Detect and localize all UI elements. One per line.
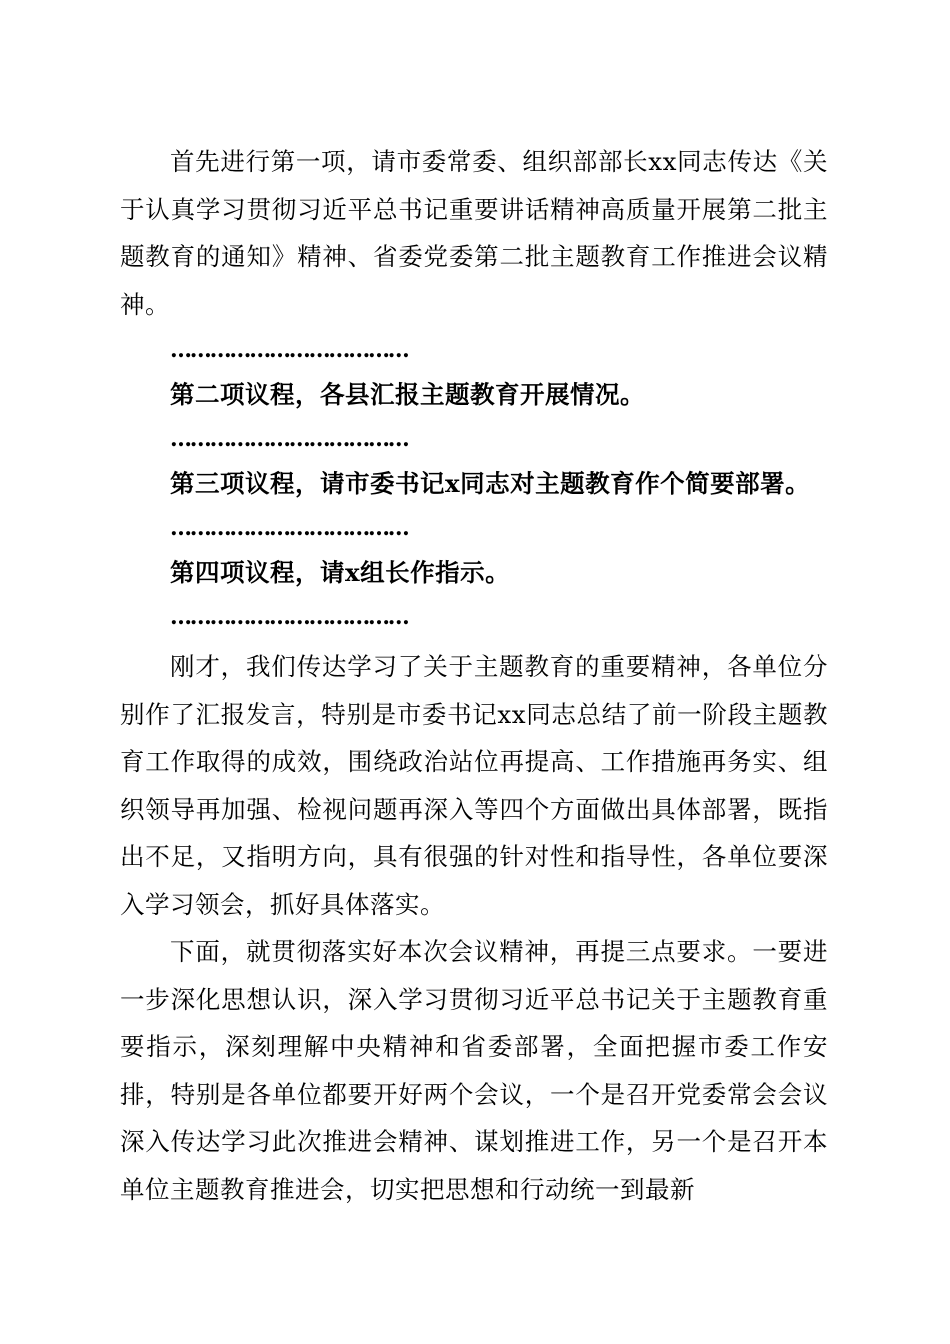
agenda-item-3: 第三项议程，请市委书记x同志对主题教育作个简要部署。 bbox=[170, 469, 811, 498]
ellipsis-separator: ……………………………… bbox=[170, 604, 408, 630]
requirements-paragraph: 下面，就贯彻落实好本次会议精神，再提三点要求。一要进一步深化思想认识，深入学习贯彻习近平总书记关于主题教育重要指示，深刻理解中央精神和省委部署，全面把握市委工作安排，特别是各单位都要开好两个会议，一个是召开党委常会会议深入传达学习此次推进会精神、谋划推进工作，另一个是召开本单位主题教育推进会，切实把思想和行动统一到最新 bbox=[120, 937, 828, 1204]
ellipsis-separator: ……………………………… bbox=[170, 515, 408, 541]
agenda-item-4: 第四项议程，请x组长作指示。 bbox=[170, 558, 511, 587]
summary-paragraph: 刚才，我们传达学习了关于主题教育的重要精神，各单位分别作了汇报发言，特别是市委书记xx同志总结了前一阶段主题教育工作取得的成效，围绕政治站位再提高、工作措施再务实、组织领导再加强、检视问题再深入等四个方面做出具体部署，既指出不足，又指明方向，具有很强的针对性和指导性，各单位要深入学习领会，抓好具体落实。 bbox=[120, 652, 828, 919]
agenda-item-2: 第二项议程，各县汇报主题教育开展情况。 bbox=[170, 380, 645, 409]
opening-paragraph: 首先进行第一项，请市委常委、组织部部长xx同志传达《关于认真学习贯彻习近平总书记重要讲话精神高质量开展第二批主题教育的通知》精神、省委党委第二批主题教育工作推进会议精神。 bbox=[120, 147, 828, 319]
ellipsis-separator: ……………………………… bbox=[170, 426, 408, 452]
ellipsis-separator: ……………………………… bbox=[170, 337, 408, 363]
document-page bbox=[120, 138, 828, 1213]
